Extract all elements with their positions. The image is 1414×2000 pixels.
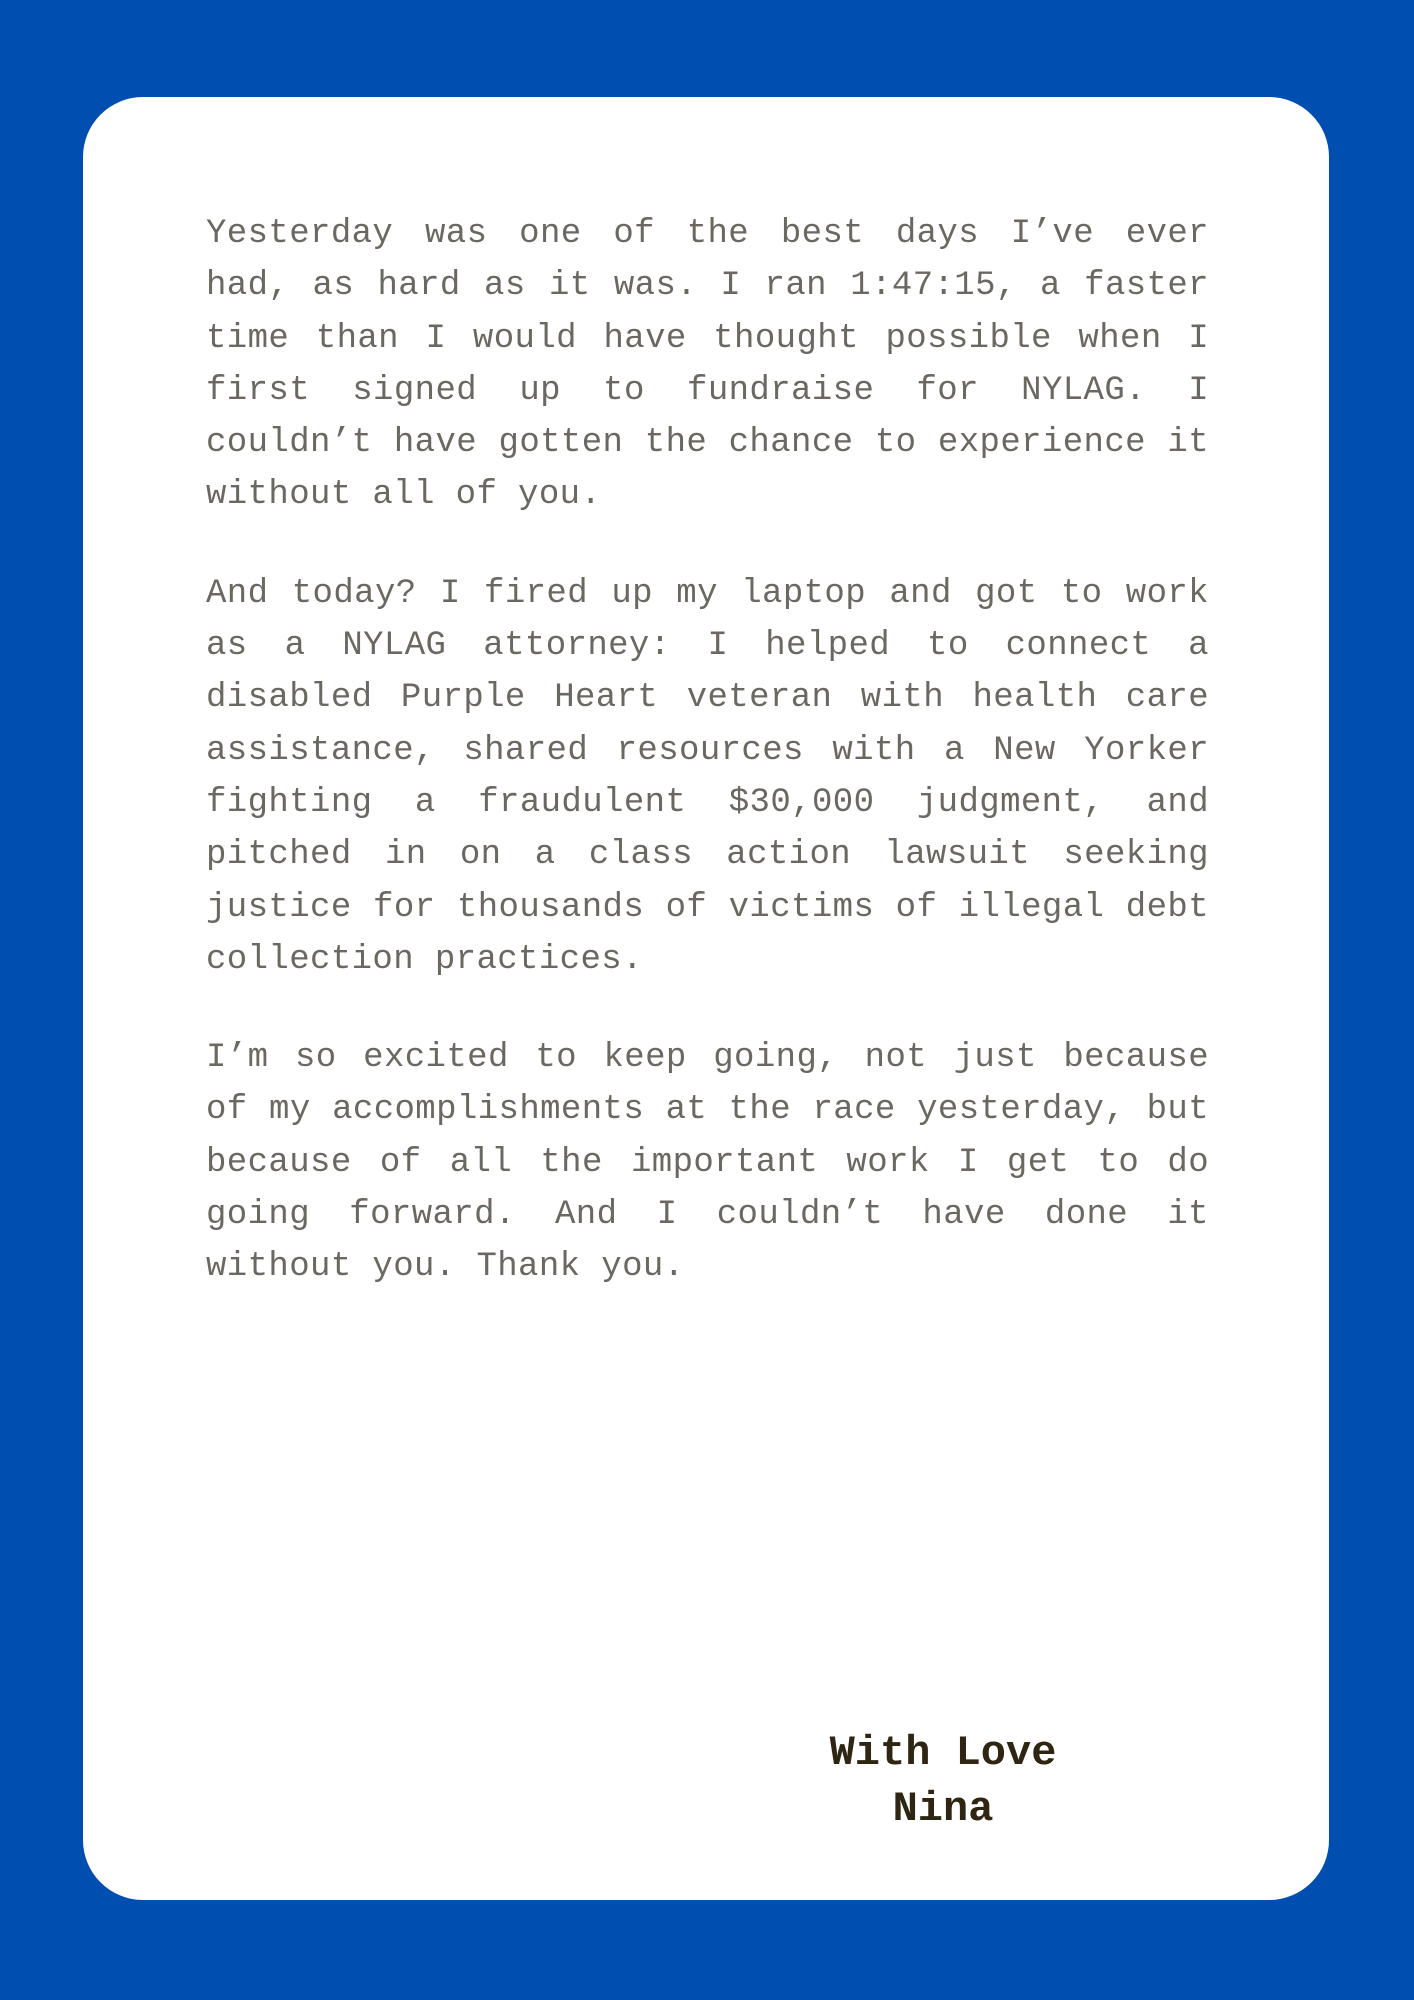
letter-card bbox=[83, 97, 1329, 1900]
signature-name: Nina bbox=[892, 1785, 994, 1833]
paragraph-1: Yesterday was one of the best days I’ve ever had, as hard as it was. I ran 1:47:15, a faster time than I would have thought possible when I first signed up to fundraise for NYLAG. I couldn’t have gotten the chance to experience it without all of you. bbox=[206, 215, 1209, 515]
paragraph-3: I’m so excited to keep going, not just because of my accomplishments at the race yesterday, but because of all the important work I get to do going forward. And I couldn’t have done it without you. Thank you. bbox=[206, 1039, 1209, 1287]
letter-body bbox=[206, 208, 1209, 1294]
closing-line: With Love bbox=[829, 1729, 1057, 1777]
signoff bbox=[783, 1725, 1103, 1837]
paragraph-2: And today? I fired up my laptop and got to work as a NYLAG attorney: I helped to connect a disabled Purple Heart veteran with health care assistance, shared resources with a New Yorker fighting a fraudulent $30,000 judgment, and pitched in on a class action lawsuit seeking justice for thousands of victims of illegal debt collection practices. bbox=[206, 574, 1209, 979]
